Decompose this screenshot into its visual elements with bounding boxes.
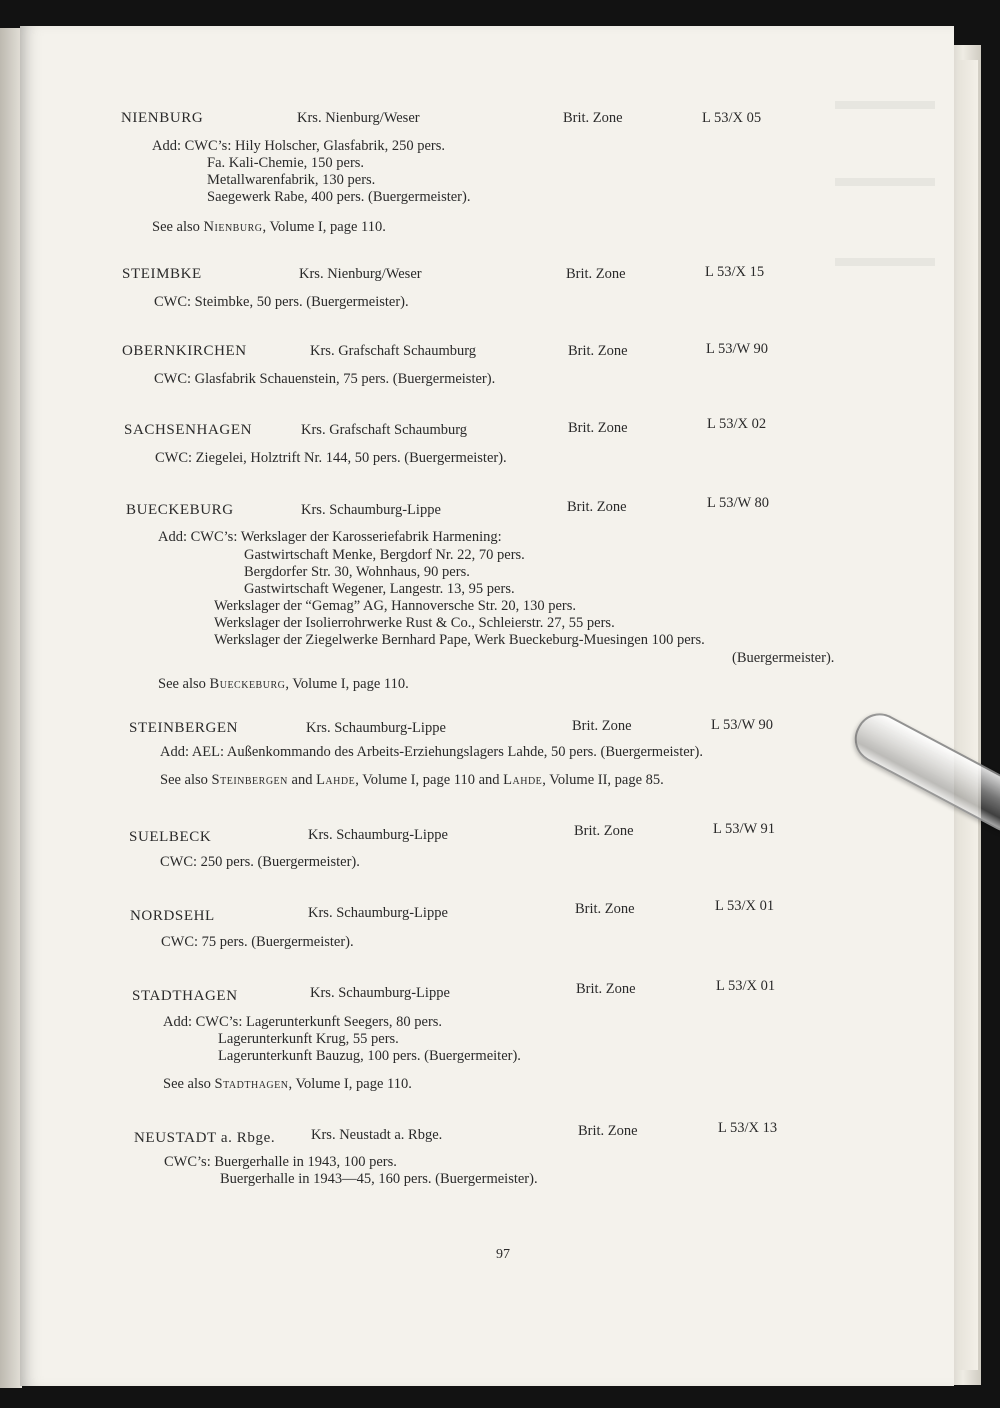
zone: Brit. Zone [566,266,626,282]
detail-line: Lagerunterkunft Bauzug, 100 pers. (Buergermeiter). [218,1048,521,1064]
detail-line: Werkslager der Ziegelwerke Bernhard Pape, Werk Bueckeburg-Muesingen 100 pers. [214,632,705,648]
zone: Brit. Zone [574,823,634,839]
detail-line: CWC: 75 pers. (Buergermeister). [161,934,354,950]
district: Krs. Schaumburg-Lippe [301,502,441,518]
zone: Brit. Zone [563,110,623,126]
detail-line: Add: CWC’s: Werkslager der Karosseriefabrik Harmening: [158,529,502,545]
place-name: STADTHAGEN [132,988,238,1004]
see-also: See also Bueckeburg, Volume I, page 110. [158,676,409,692]
detail-line: CWC’s: Buergerhalle in 1943, 100 pers. [164,1154,397,1170]
zone: Brit. Zone [567,499,627,515]
grid-reference: L 53/W 90 [706,341,769,357]
place-name: NORDSEHL [130,908,215,924]
detail-line: Werkslager der Isolierrohrwerke Rust & Co., Schleierstr. 27, 55 pers. [214,615,615,631]
detail-line: Metallwarenfabrik, 130 pers. [207,172,376,188]
detail-line: Gastwirtschaft Menke, Bergdorf Nr. 22, 70 pers. [244,547,525,563]
facing-page-edge [0,28,22,1388]
place-name: NIENBURG [121,110,204,126]
detail-line: Saegewerk Rabe, 400 pers. (Buergermeister). [207,189,471,205]
grid-reference: L 53/W 90 [711,717,774,733]
detail-line: Fa. Kali-Chemie, 150 pers. [207,155,365,171]
detail-line: Add: AEL: Außenkommando des Arbeits-Erziehungslagers Lahde, 50 pers. (Buergermeister). [160,744,703,760]
detail-line: Buergerhalle in 1943—45, 160 pers. (Buergermeister). [220,1171,538,1187]
zone: Brit. Zone [578,1123,638,1139]
grid-reference: L 53/X 13 [718,1120,778,1136]
place-name: BUECKEBURG [126,502,234,518]
detail-line: CWC: Ziegelei, Holztrift Nr. 144, 50 pers. (Buergermeister). [155,450,507,466]
district: Krs. Grafschaft Schaumburg [310,343,477,359]
detail-line: Lagerunterkunft Krug, 55 pers. [218,1031,399,1047]
detail-line: Bergdorfer Str. 30, Wohnhaus, 90 pers. [244,564,470,580]
district: Krs. Schaumburg-Lippe [306,720,446,736]
zone: Brit. Zone [568,343,628,359]
detail-line: Add: CWC’s: Hily Holscher, Glasfabrik, 250 pers. [152,138,446,154]
zone: Brit. Zone [575,901,635,917]
district: Krs. Schaumburg-Lippe [308,905,448,921]
district: Krs. Schaumburg-Lippe [308,827,448,843]
detail-line: Werkslager der “Gemag” AG, Hannoversche Str. 20, 130 pers. [214,598,577,614]
place-name: SUELBECK [129,829,212,845]
district: Krs. Nienburg/Weser [299,266,422,282]
page-stack-edge-inner [958,60,978,1370]
zone: Brit. Zone [576,981,636,997]
zone: Brit. Zone [568,420,628,436]
see-also: See also Stadthagen, Volume I, page 110. [163,1076,412,1092]
place-name: STEIMBKE [122,266,202,282]
district: Krs. Neustadt a. Rbge. [311,1127,443,1143]
detail-line: Add: CWC’s: Lagerunterkunft Seegers, 80 pers. [163,1014,443,1030]
place-name: STEINBERGEN [129,720,239,736]
district: Krs. Grafschaft Schaumburg [301,422,468,438]
grid-reference: L 53/X 01 [716,978,776,994]
grid-reference: L 53/W 91 [713,821,776,837]
grid-reference: L 53/X 02 [707,416,767,432]
place-name: NEUSTADT a. Rbge. [134,1130,276,1146]
detail-line: CWC: 250 pers. (Buergermeister). [160,854,360,870]
page-number: 97 [496,1247,510,1262]
detail-line: (Buergermeister). [732,650,835,666]
detail-line: CWC: Glasfabrik Schauenstein, 75 pers. (Buergermeister). [154,371,496,387]
detail-line: Gastwirtschaft Wegener, Langestr. 13, 95 pers. [244,581,515,597]
document-page [20,26,954,1386]
see-also: See also Steinbergen and Lahde, Volume I, page 110 and Lahde, Volume II, page 85. [160,772,664,788]
grid-reference: L 53/X 15 [705,264,765,280]
grid-reference: L 53/X 05 [702,110,762,126]
zone: Brit. Zone [572,718,632,734]
detail-line: CWC: Steimbke, 50 pers. (Buergermeister). [154,294,409,310]
district: Krs. Nienburg/Weser [297,110,420,126]
see-also: See also Nienburg, Volume I, page 110. [152,219,386,235]
district: Krs. Schaumburg-Lippe [310,985,450,1001]
place-name: SACHSENHAGEN [124,422,253,438]
grid-reference: L 53/W 80 [707,495,770,511]
grid-reference: L 53/X 01 [715,898,775,914]
place-name: OBERNKIRCHEN [122,343,247,359]
